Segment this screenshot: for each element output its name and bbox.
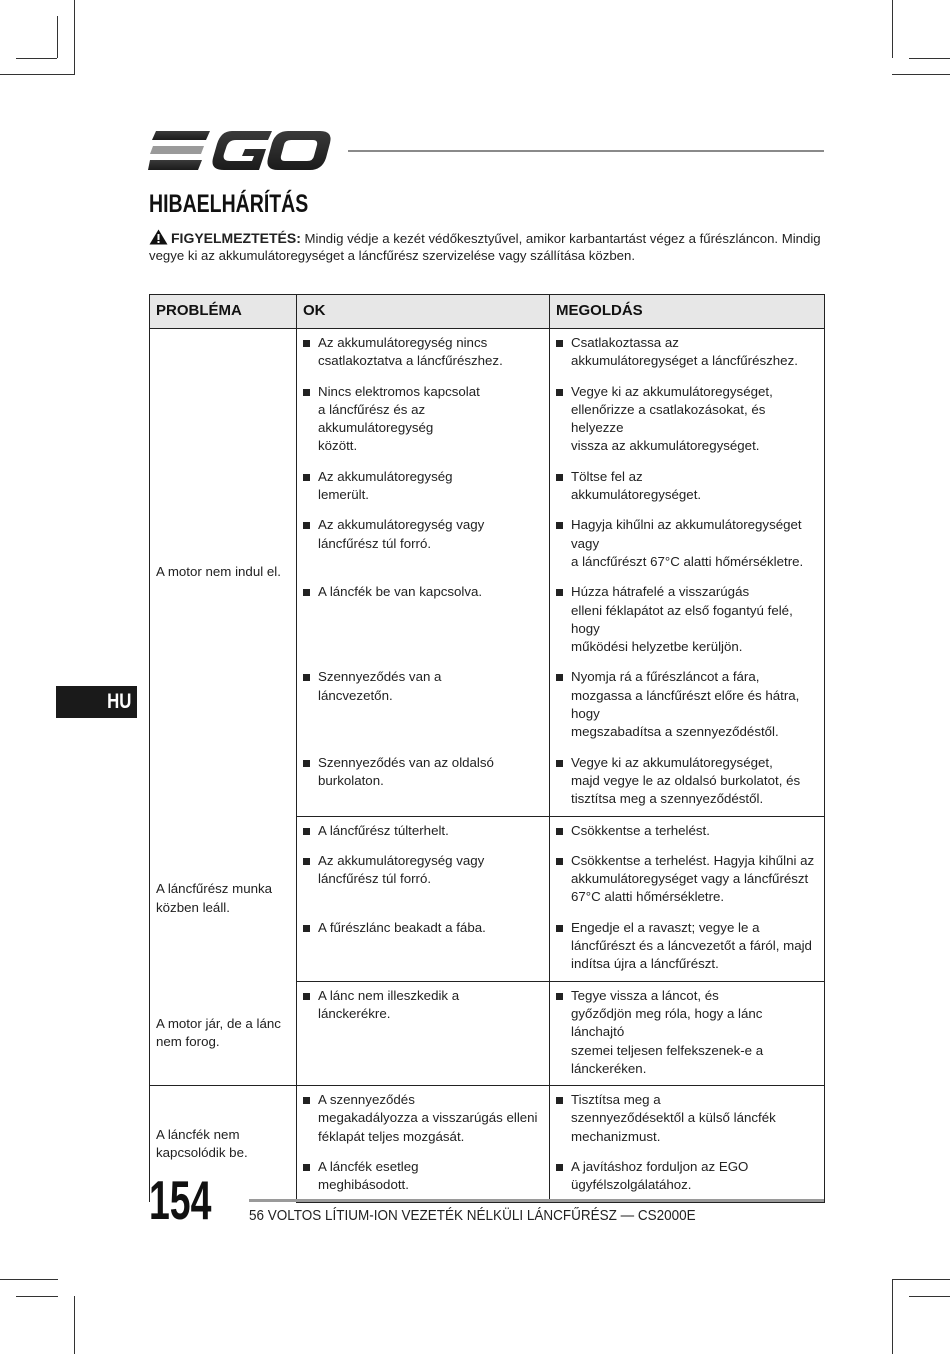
bullet-square-icon bbox=[556, 760, 563, 767]
bullet-square-icon bbox=[303, 925, 310, 932]
cause-text: Az akkumulátoregység vagy láncfűrész túl forró. bbox=[318, 852, 485, 887]
column-header: MEGOLDÁS bbox=[550, 295, 825, 329]
bullet-square-icon bbox=[303, 993, 310, 1000]
page-title: HIBAELHÁRÍTÁS bbox=[149, 190, 309, 218]
bullet-square-icon bbox=[556, 858, 563, 865]
crop-mark bbox=[74, 0, 75, 75]
warning-notice bbox=[149, 229, 824, 264]
solution-text: Nyomja rá a fűrészláncot a fára, mozgassa a láncfűrészt előre és hátra, hogy megszabadítsa a szennyeződéstől. bbox=[571, 669, 800, 740]
cause-cell bbox=[297, 378, 550, 463]
solution-text: Csökkentse a terhelést. Hagyja kihűlni az akkumulátoregységet vagy a láncfűrészt 67°C alatti hőmérsékletre. bbox=[571, 852, 815, 905]
solution-cell bbox=[550, 578, 825, 663]
bullet-square-icon bbox=[556, 522, 563, 529]
solution-cell bbox=[550, 463, 825, 512]
cause-cell bbox=[297, 816, 550, 847]
problem-text: A láncfűrész munka közben leáll. bbox=[156, 881, 273, 915]
bullet-square-icon bbox=[303, 389, 310, 396]
crop-mark bbox=[16, 58, 57, 59]
solution-cell bbox=[550, 329, 825, 378]
header-rule bbox=[348, 150, 824, 152]
cause-text: Az akkumulátoregység vagy láncfűrész túl forró. bbox=[318, 517, 485, 551]
cause-cell bbox=[297, 329, 550, 378]
language-label: HU bbox=[106, 690, 131, 713]
warning-text: Mindig védje a kezét védőkesztyűvel, amikor karbantartást végez a fűrészláncon. Mindig vegye ki az akkumulátoregységet a láncfűrész szervizelése vagy szállítása közben. bbox=[149, 231, 821, 263]
crop-mark bbox=[57, 16, 58, 58]
bullet-square-icon bbox=[556, 1097, 563, 1104]
cause-cell bbox=[297, 663, 550, 748]
bullet-square-icon bbox=[303, 674, 310, 681]
solution-text: Vegye ki az akkumulátoregységet, ellenőrizze a csatlakozásokat, és helyezze vissza az akkumulátoregységet. bbox=[571, 383, 773, 454]
cause-cell bbox=[297, 847, 550, 914]
table-row bbox=[150, 981, 825, 1085]
warning-label: FIGYELMEZTETÉS: bbox=[171, 230, 301, 246]
footer-rule bbox=[249, 1199, 824, 1202]
cause-text: A szennyeződés megakadályozza a visszarúgás elleni féklapát teljes mozgását. bbox=[318, 1092, 538, 1144]
cause-text: A láncfék be van kapcsolva. bbox=[318, 584, 483, 600]
cause-text: Nincs elektromos kapcsolat a láncfűrész és az akkumulátoregység között. bbox=[318, 383, 480, 454]
cause-text: A láncfűrész túlterhelt. bbox=[318, 822, 449, 838]
solution-cell bbox=[550, 1153, 825, 1202]
crop-mark bbox=[892, 74, 950, 75]
crop-mark bbox=[0, 74, 75, 75]
crop-mark bbox=[909, 1296, 950, 1297]
solution-text: Tisztítsa meg a szennyeződésektől a külső láncfék mechanizmust. bbox=[571, 1092, 776, 1144]
problem-text: A motor nem indul el. bbox=[156, 564, 281, 580]
problem-cell bbox=[150, 816, 297, 981]
ego-logo bbox=[148, 128, 333, 174]
solution-text: Csatlakoztassa az akkumulátoregységet a láncfűrészhez. bbox=[571, 335, 798, 369]
column-header: PROBLÉMA bbox=[150, 295, 297, 329]
solution-text: Csökkentse a terhelést. bbox=[571, 822, 710, 838]
bullet-square-icon bbox=[303, 1097, 310, 1104]
bullet-square-icon bbox=[556, 340, 563, 347]
cause-text: A fűrészlánc beakadt a fába. bbox=[318, 919, 486, 935]
bullet-square-icon bbox=[303, 1164, 310, 1171]
bullet-square-icon bbox=[556, 1164, 563, 1171]
warning-triangle-icon bbox=[149, 229, 168, 245]
solution-text: Töltse fel az akkumulátoregységet. bbox=[571, 468, 702, 503]
cause-text: Szennyeződés van a láncvezetőn. bbox=[318, 669, 442, 703]
cause-text: A lánc nem illeszkedik a lánckerékre. bbox=[318, 987, 460, 1021]
bullet-square-icon bbox=[303, 760, 310, 767]
bullet-square-icon bbox=[303, 589, 310, 596]
crop-mark bbox=[16, 1296, 58, 1297]
cause-cell bbox=[297, 463, 550, 512]
bullet-square-icon bbox=[556, 828, 563, 835]
cause-text: Szennyeződés van az oldalsó burkolaton. bbox=[318, 754, 494, 788]
solution-text: Húzza hátrafelé a visszarúgás elleni féklapátot az első fogantyú felé, hogy működési helyzetbe kerüljön. bbox=[571, 584, 793, 655]
bullet-square-icon bbox=[303, 828, 310, 835]
table-header-row bbox=[150, 295, 825, 329]
cause-cell bbox=[297, 914, 550, 981]
problem-cell bbox=[150, 981, 297, 1085]
bullet-square-icon bbox=[303, 474, 310, 481]
bullet-square-icon bbox=[556, 474, 563, 481]
solution-text: Engedje el a ravaszt; vegye le a láncfűrészt és a láncvezetőt a fáról, majd indítsa újra a láncfűrészt. bbox=[571, 919, 812, 972]
solution-cell bbox=[550, 981, 825, 1085]
language-tab bbox=[56, 686, 137, 718]
column-header: OK bbox=[297, 295, 550, 329]
solution-text: A javításhoz forduljon az EGO ügyfélszolgálatához. bbox=[571, 1158, 749, 1193]
cause-cell bbox=[297, 981, 550, 1085]
crop-mark bbox=[909, 58, 950, 59]
table-row bbox=[150, 329, 825, 378]
cause-cell bbox=[297, 1086, 550, 1153]
bullet-square-icon bbox=[556, 925, 563, 932]
cause-text: Az akkumulátoregység lemerült. bbox=[318, 468, 453, 503]
solution-cell bbox=[550, 914, 825, 981]
bullet-square-icon bbox=[556, 993, 563, 1000]
bullet-square-icon bbox=[303, 522, 310, 529]
problem-cell bbox=[150, 329, 297, 817]
solution-cell bbox=[550, 378, 825, 463]
bullet-square-icon bbox=[556, 674, 563, 681]
solution-cell bbox=[550, 511, 825, 578]
cause-cell bbox=[297, 1153, 550, 1202]
bullet-square-icon bbox=[303, 340, 310, 347]
crop-mark bbox=[0, 1279, 58, 1280]
solution-cell bbox=[550, 816, 825, 847]
solution-cell bbox=[550, 749, 825, 816]
crop-mark bbox=[892, 1279, 893, 1354]
solution-cell bbox=[550, 663, 825, 748]
bullet-square-icon bbox=[556, 389, 563, 396]
crop-mark bbox=[892, 0, 893, 58]
table-row bbox=[150, 1086, 825, 1153]
solution-text: Tegye vissza a láncot, és győződjön meg róla, hogy a lánc lánchajtó szemei teljesen felfekszenek-e a lánckeréken. bbox=[571, 987, 764, 1076]
problem-text: A láncfék nem kapcsolódik be. bbox=[156, 1126, 248, 1161]
bullet-square-icon bbox=[303, 858, 310, 865]
problem-text: A motor jár, de a lánc nem forog. bbox=[156, 1015, 281, 1050]
page-number: 154 bbox=[149, 1169, 212, 1231]
footer-title: 56 VOLTOS LÍTIUM-ION VEZETÉK NÉLKÜLI LÁNCFŰRÉSZ — CS2000E bbox=[249, 1207, 696, 1224]
cause-text: Az akkumulátoregység nincs csatlakoztatva a láncfűrészhez. bbox=[318, 335, 503, 369]
solution-cell bbox=[550, 1086, 825, 1153]
cause-cell bbox=[297, 511, 550, 578]
troubleshooting-table bbox=[149, 294, 825, 1203]
solution-cell bbox=[550, 847, 825, 914]
cause-cell bbox=[297, 749, 550, 816]
bullet-square-icon bbox=[556, 589, 563, 596]
solution-text: Hagyja kihűlni az akkumulátoregységet vagy a láncfűrészt 67°C alatti hőmérsékletre. bbox=[571, 517, 804, 569]
cause-text: A láncfék esetleg meghibásodott. bbox=[318, 1158, 419, 1193]
table-row bbox=[150, 816, 825, 847]
crop-mark bbox=[892, 1279, 950, 1280]
crop-mark bbox=[74, 1296, 75, 1354]
solution-text: Vegye ki az akkumulátoregységet, majd vegye le az oldalsó burkolatot, és tisztítsa meg a szennyeződéstől. bbox=[571, 754, 801, 807]
cause-cell bbox=[297, 578, 550, 663]
